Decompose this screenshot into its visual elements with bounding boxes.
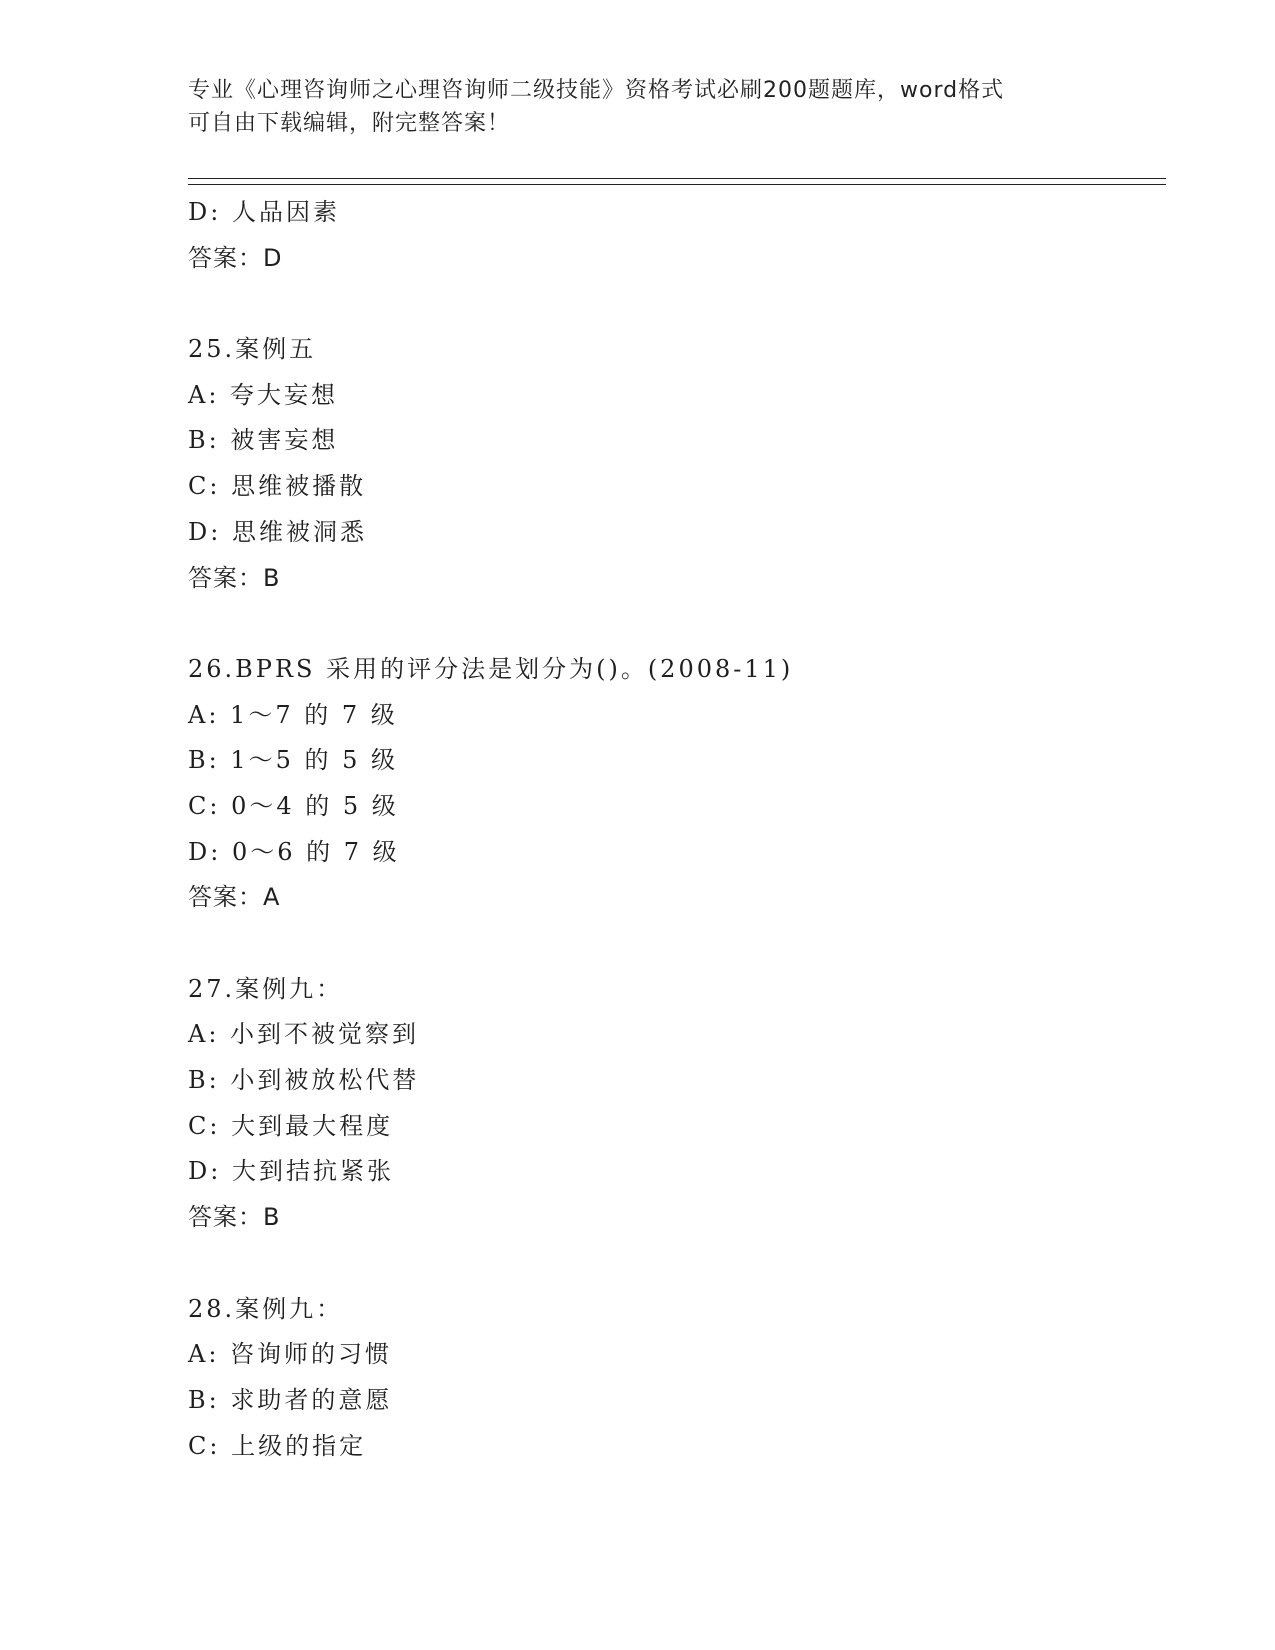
header-divider-top <box>188 178 1166 179</box>
spacer <box>188 1241 1148 1287</box>
question-26-option-b: B: 1～5 的 5 级 <box>188 746 399 775</box>
spacer <box>188 601 1148 647</box>
answer: 答案：D <box>188 243 283 272</box>
question-25-option-a: A: 夸大妄想 <box>188 380 339 409</box>
question-27-answer: 答案：B <box>188 1203 281 1232</box>
question-list <box>188 190 1148 1469</box>
question-27-option-c: C: 大到最大程度 <box>188 1111 394 1140</box>
question-25-option-c: C: 思维被播散 <box>188 472 367 501</box>
question-26-option-a: A: 1～7 的 7 级 <box>188 700 398 729</box>
option-d: D: 人品因素 <box>188 198 340 226</box>
question-27-text: 27.案例九： <box>188 974 344 1003</box>
question-25-text: 25.案例五 <box>188 335 317 364</box>
question-26-answer: 答案：A <box>188 883 281 912</box>
question-28-option-b: B: 求助者的意愿 <box>188 1385 393 1414</box>
header-title-line-1: 专业《心理咨询师之心理咨询师二级技能》资格考试必刷200题题库，word格式 <box>188 78 1005 103</box>
question-26-option-c: C: 0～4 的 5 级 <box>188 791 399 820</box>
question-27-option-b: B: 小到被放松代替 <box>188 1066 420 1095</box>
document-header <box>188 74 1088 140</box>
question-25-option-d: D: 思维被洞悉 <box>188 517 367 546</box>
spacer <box>188 921 1148 967</box>
question-28-text: 28.案例九： <box>188 1294 344 1323</box>
question-26-text: 26.BPRS 采用的评分法是划分为()。(2008-11) <box>188 654 794 683</box>
question-26-option-d: D: 0～6 的 7 级 <box>188 837 400 866</box>
header-divider-bottom <box>188 184 1166 185</box>
question-27-option-d: D: 大到拮抗紧张 <box>188 1157 394 1186</box>
spacer <box>188 281 1148 327</box>
question-25-answer: 答案：B <box>188 563 281 592</box>
question-27-option-a: A: 小到不被觉察到 <box>188 1020 420 1049</box>
question-25-option-b: B: 被害妄想 <box>188 426 339 455</box>
header-title-line-2: 可自由下载编辑，附完整答案！ <box>188 111 511 136</box>
question-28-option-a: A: 咨询师的习惯 <box>188 1340 393 1369</box>
question-28-option-c: C: 上级的指定 <box>188 1431 367 1460</box>
